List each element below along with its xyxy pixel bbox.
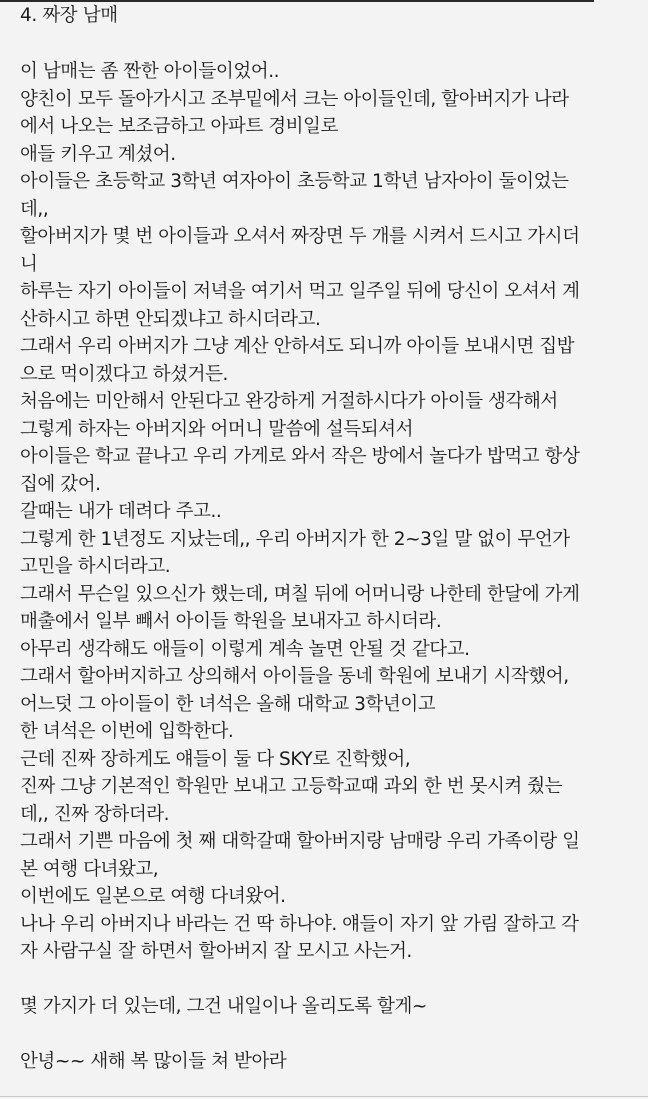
text-line: 그래서 무슨일 있으신가 했는데, 며칠 뒤에 어머니랑 나한테 한달에 가게: [20, 583, 580, 605]
post-title: 4. 짜장 남매: [20, 5, 118, 26]
text-line: 몇 가지가 더 있는데, 그건 내일이나 올리도록 할게~: [20, 996, 427, 1017]
text-line: 아이들은 학교 끝나고 우리 가게로 와서 작은 방에서 놀다가 밥먹고 항상: [20, 446, 580, 467]
text-line: 아이들은 초등학교 3학년 여자아이 초등학교 1학년 남자아이 둘이었는: [20, 171, 569, 192]
text-line: 그렇게 하자는 아버지와 어머니 말씀에 설득되셔서: [20, 418, 413, 440]
text-line: 할아버지가 몇 번 아이들과 오셔서 짜장면 두 개를 시켜서 드시고 가시더: [20, 226, 580, 247]
blank-line: [20, 966, 632, 994]
text-line: 하루는 자기 아이들이 저녁을 여기서 먹고 일주일 뒤에 당신이 오셔서 계: [20, 281, 580, 302]
text-line: 그래서 할아버지하고 상의해서 아이들을 동네 학원에 보내기 시작했어,: [20, 666, 569, 687]
blank-line: [20, 1021, 632, 1049]
text-line: 안녕~~ 새해 복 많이들 쳐 받아라: [20, 1051, 287, 1072]
text-line: 어느덧 그 아이들이 한 녀석은 올해 대학교 3학년이고: [20, 693, 436, 715]
top-divider: [0, 0, 594, 2]
post-header: [20, 4, 632, 28]
text-line: 그래서 우리 아버지가 그냥 계산 안하셔도 되니까 아이들 보내시면 집밥: [20, 336, 575, 357]
text-line: 아무리 생각해도 애들이 이렇게 계속 놀면 안될 것 같다고.: [20, 638, 470, 660]
text-line: 산하시고 하면 안되겠냐고 하시더라고.: [20, 308, 321, 330]
text-line: 집에 갔어.: [20, 473, 101, 495]
text-line: 매출에서 일부 빼서 아이들 학원을 보내자고 하시더라.: [20, 611, 442, 632]
text-line: 이 남매는 좀 짠한 아이들이었어..: [20, 61, 280, 82]
post-body: [20, 58, 632, 1076]
text-line: 나나 우리 아버지나 바라는 건 딱 하나야. 얘들이 자기 앞 가림 잘하고 각: [20, 913, 579, 935]
text-line: 애들 키우고 계셨어.: [20, 143, 176, 165]
text-line: 진짜 그냥 기본적인 학원만 보내고 고등학교때 과외 한 번 못시켜 줬는: [20, 776, 563, 797]
text-line: 갈때는 내가 데려다 주고..: [20, 501, 222, 522]
text-line: 고민을 하시더라고.: [20, 556, 171, 577]
text-line: 처음에는 미안해서 안된다고 완강하게 거절하시다가 아이들 생각해서: [20, 391, 558, 412]
text-line: 데,,: [20, 198, 49, 220]
text-line: 양친이 모두 돌아가시고 조부밑에서 크는 아이들인데, 할아버지가 나라: [20, 88, 569, 110]
text-line: 에서 나오는 보조금하고 아파트 경비일로: [20, 116, 338, 137]
text-line: 그래서 기쁜 마음에 첫 째 대학갈때 할아버지랑 남매랑 우리 가족이랑 일: [20, 831, 580, 852]
text-line: 본 여행 다녀왔고,: [20, 858, 159, 880]
text-line: 데,, 진짜 장하더라.: [20, 803, 170, 825]
text-line: 니: [20, 253, 38, 275]
text-line: 으로 먹이겠다고 하셨거든.: [20, 363, 228, 385]
bottom-divider: [0, 1096, 648, 1097]
text-line: 자 사람구실 잘 하면서 할아버지 잘 모시고 사는거.: [20, 941, 412, 962]
text-line: 이번에도 일본으로 여행 다녀왔어.: [20, 886, 286, 907]
text-line: 한 녀석은 이번에 입학한다.: [20, 721, 234, 742]
text-line: 근데 진짜 장하게도 얘들이 둘 다 SKY로 진학했어,: [20, 748, 411, 770]
text-line: 그렇게 한 1년정도 지났는데,, 우리 아버지가 한 2~3일 말 없이 무언가: [20, 528, 570, 550]
